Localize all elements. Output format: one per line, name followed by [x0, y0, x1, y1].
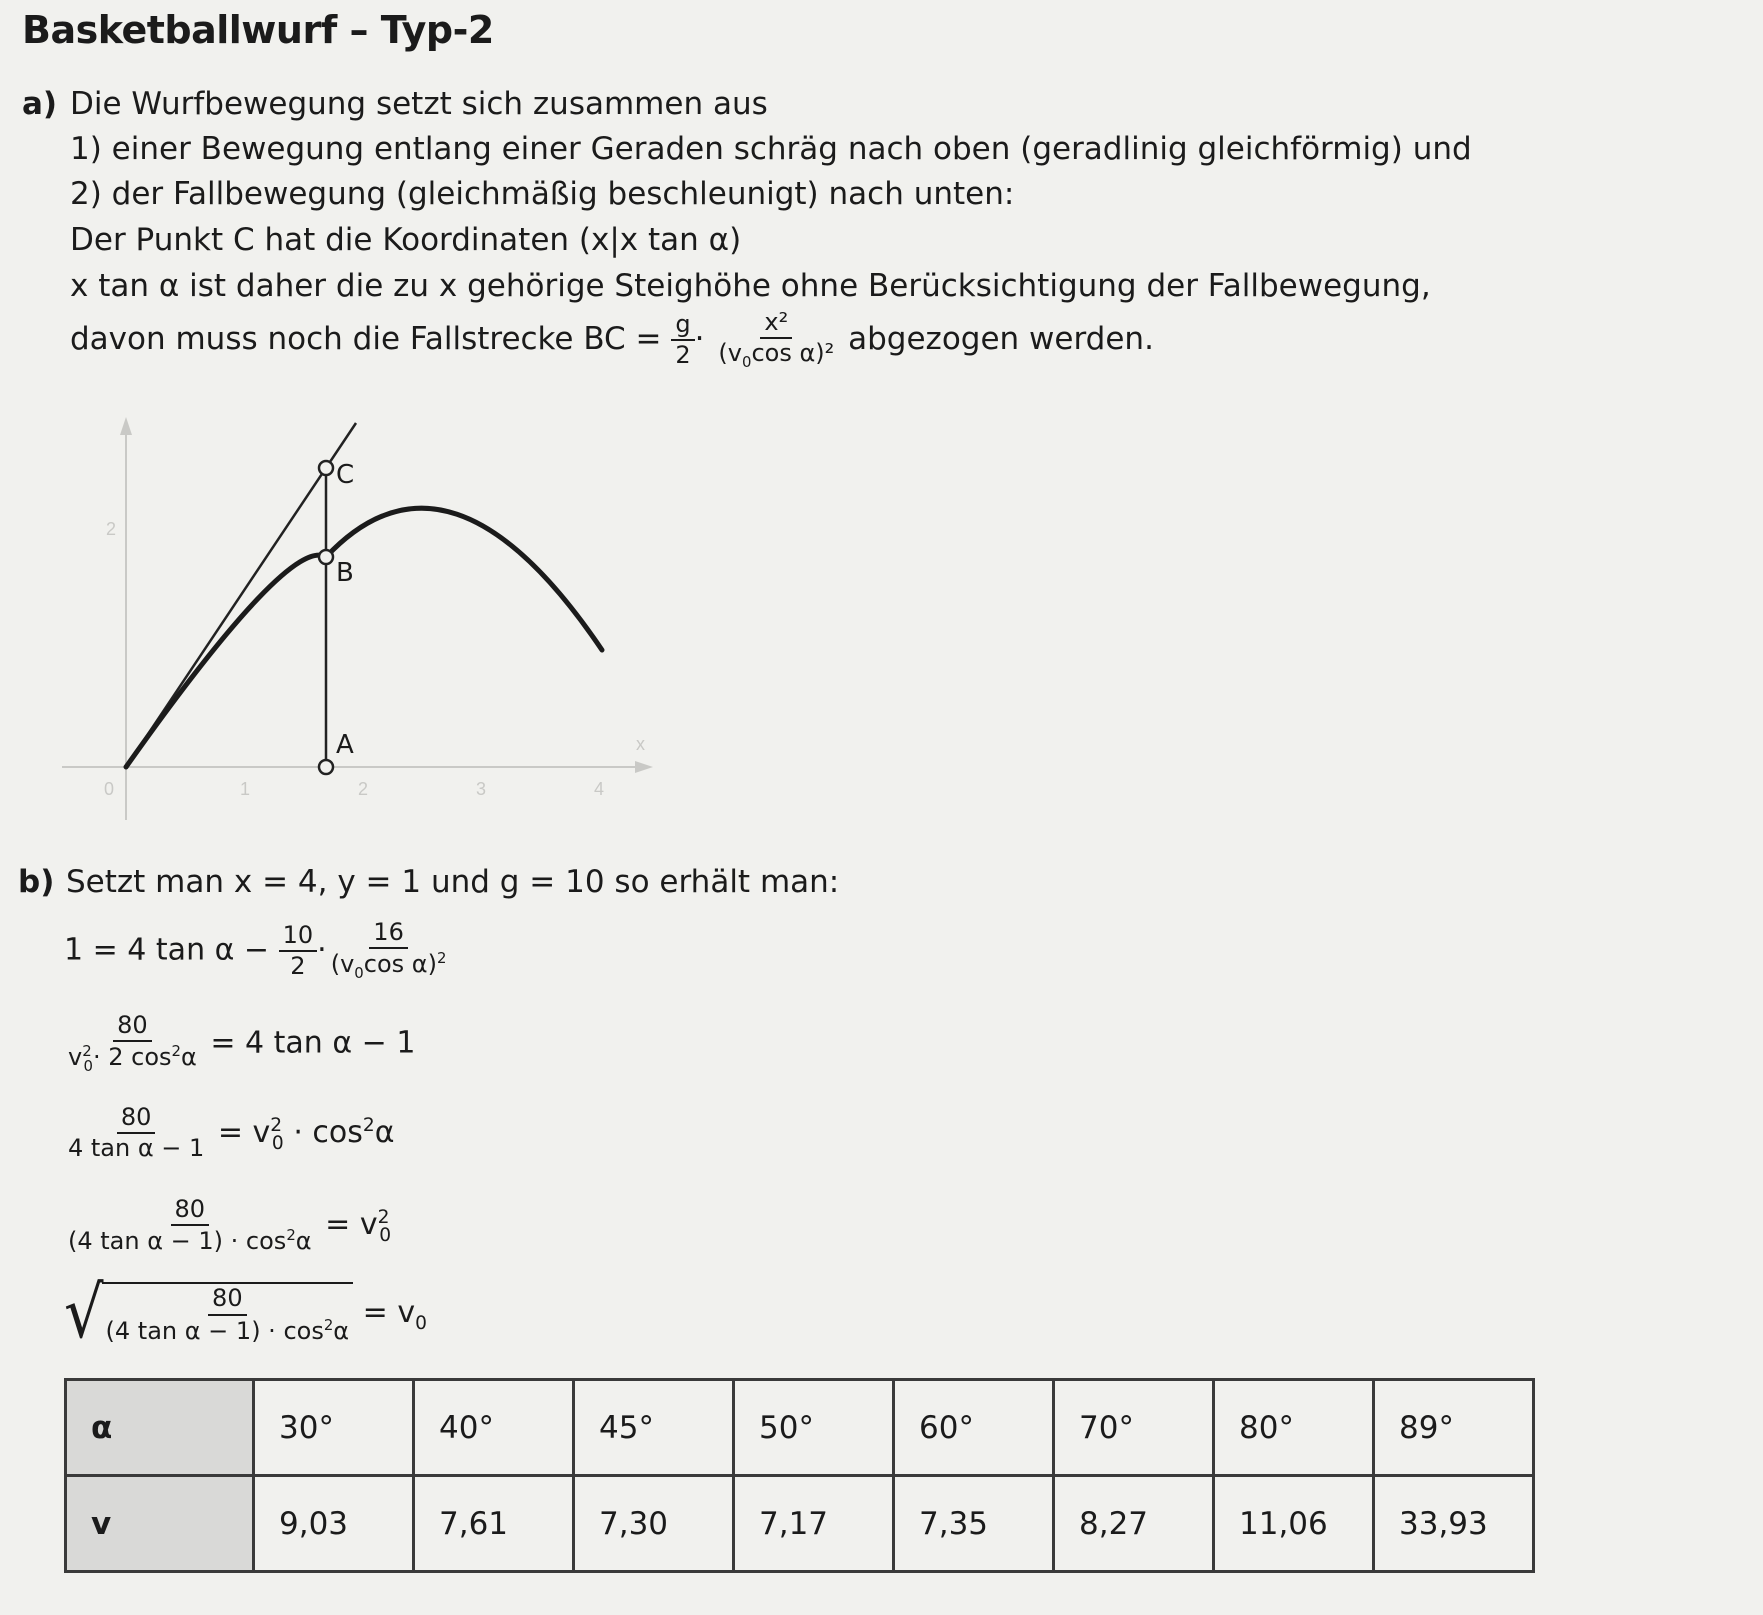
table-cell: 8,27	[1054, 1476, 1214, 1572]
y-axis-arrow-icon	[120, 417, 132, 435]
eq3-fraction	[64, 1105, 208, 1161]
table-cell: 70°	[1054, 1380, 1214, 1476]
table-cell: 33,93	[1374, 1476, 1534, 1572]
equation-1	[64, 920, 450, 982]
eq1-fraction-10-over-2	[279, 920, 318, 980]
table-cell: 7,30	[574, 1476, 734, 1572]
point-a-label: A	[336, 730, 354, 760]
fraction-numerator: 16	[369, 920, 408, 949]
fallstrecke-text: davon muss noch die Fallstrecke BC =	[70, 320, 662, 357]
fraction-denominator: $v^2_0\cdot 2$ $\cos^2\alpha$	[68, 1042, 197, 1075]
fraction-numerator: 10	[279, 923, 318, 952]
table-cell: 9,03	[254, 1476, 414, 1572]
eq1-lhs: 1 = 4 tan α −	[64, 932, 270, 968]
part-b-intro: Setzt man x = 4, y = 1 und g = 10 so erhält man:	[66, 864, 840, 900]
fraction-denominator: 2	[675, 341, 691, 370]
part-a-line-5: x tan α ist daher die zu x gehörige Steighöhe ohne Berücksichtigung der Fallbewegung,	[70, 268, 1431, 304]
table-cell: 45°	[574, 1380, 734, 1476]
table-cell: 11,06	[1214, 1476, 1374, 1572]
square-root	[64, 1270, 353, 1355]
table-row-speeds	[66, 1476, 1534, 1572]
equation-2	[64, 1013, 415, 1075]
parabola-curve	[126, 508, 602, 767]
eq3-rhs: = $v^2_0 \cdot \cos^2\alpha$	[217, 1114, 395, 1154]
equation-5	[64, 1270, 427, 1355]
angle-speed-table	[64, 1378, 1535, 1573]
y-tick-label: 2	[106, 519, 117, 539]
part-a-line-6	[70, 310, 1154, 371]
part-b-label: b)	[18, 864, 55, 900]
table-row-angles	[66, 1380, 1534, 1476]
point-a-marker	[319, 760, 333, 774]
part-a-line-4: Der Punkt C hat die Koordinaten (x|x tan α)	[70, 222, 742, 258]
part-a-label: a)	[22, 86, 58, 122]
radicand	[102, 1282, 354, 1343]
fraction-numerator: x²	[760, 310, 792, 339]
table-cell: 40°	[414, 1380, 574, 1476]
fraction-numerator: 80	[171, 1197, 210, 1226]
multiply-dot: ·	[694, 320, 705, 357]
equation-4	[64, 1197, 391, 1254]
fraction-x2-over-v0cos	[714, 310, 838, 371]
x-tick-3: 3	[476, 779, 487, 799]
x-tick-2: 2	[358, 779, 369, 799]
fraction-g-over-2	[671, 312, 694, 368]
eq2-rhs: = 4 tan α − 1	[210, 1025, 416, 1061]
part-a-line-2: 1) einer Bewegung entlang einer Geraden schräg nach oben (geradlinig gleichförmig) und	[70, 131, 1472, 167]
point-c-marker	[319, 461, 333, 475]
part-a-line-1: Die Wurfbewegung setzt sich zusammen aus	[70, 86, 768, 122]
table-cell: 60°	[894, 1380, 1054, 1476]
fraction-denominator: 4 tan α − 1	[68, 1134, 205, 1163]
point-c-label: C	[336, 460, 355, 490]
fraction-numerator: 80	[113, 1013, 152, 1042]
table-cell: 30°	[254, 1380, 414, 1476]
page-title: Basketballwurf – Typ-2	[22, 8, 494, 52]
table-cell: 80°	[1214, 1380, 1374, 1476]
eq4-fraction	[64, 1197, 316, 1254]
row-header-alpha: α	[66, 1380, 254, 1476]
origin-label: 0	[104, 779, 115, 799]
eq2-fraction	[64, 1013, 201, 1075]
fraction-numerator: g	[671, 312, 694, 341]
radical-sign-icon: √	[64, 1270, 104, 1355]
equation-3	[64, 1105, 395, 1161]
eq5-fraction	[102, 1286, 354, 1343]
table-cell: 7,17	[734, 1476, 894, 1572]
fraction-numerator: 80	[208, 1286, 247, 1315]
x-axis-arrow-icon	[635, 761, 653, 773]
point-b-label: B	[336, 558, 354, 588]
trajectory-diagram	[40, 395, 660, 835]
eq1-fraction-16-over-v0cos	[327, 920, 451, 982]
eq4-rhs: = $v^2_0$	[325, 1207, 392, 1247]
table-cell: 7,61	[414, 1476, 574, 1572]
fraction-denominator: (4 $\tan \alpha - 1) \cdot \cos^2\alpha$	[105, 1315, 350, 1345]
row-header-v: v	[66, 1476, 254, 1572]
fraction-denominator: 2	[290, 951, 306, 980]
fraction-denominator: (4 $\tan \alpha - 1) \cdot \cos^2\alpha$	[68, 1226, 312, 1256]
x-tick-1: 1	[240, 779, 251, 799]
fraction-numerator: 80	[117, 1105, 156, 1134]
abgezogen-text: abgezogen werden.	[848, 320, 1154, 357]
table-cell: 89°	[1374, 1380, 1534, 1476]
fraction-denominator: ($v_0\cos$ α)$^2$	[330, 949, 447, 982]
x-tick-4: 4	[594, 779, 605, 799]
x-axis-label: x	[636, 734, 645, 754]
eq5-rhs: = $v_0$	[362, 1294, 427, 1334]
multiply-dot: ·	[317, 932, 327, 968]
fraction-denominator: ($v_0\cos$ α)²	[718, 339, 835, 371]
table-cell: 7,35	[894, 1476, 1054, 1572]
point-b-marker	[319, 550, 333, 564]
part-a-line-3: 2) der Fallbewegung (gleichmäßig beschleunigt) nach unten:	[70, 176, 1015, 212]
table-cell: 50°	[734, 1380, 894, 1476]
